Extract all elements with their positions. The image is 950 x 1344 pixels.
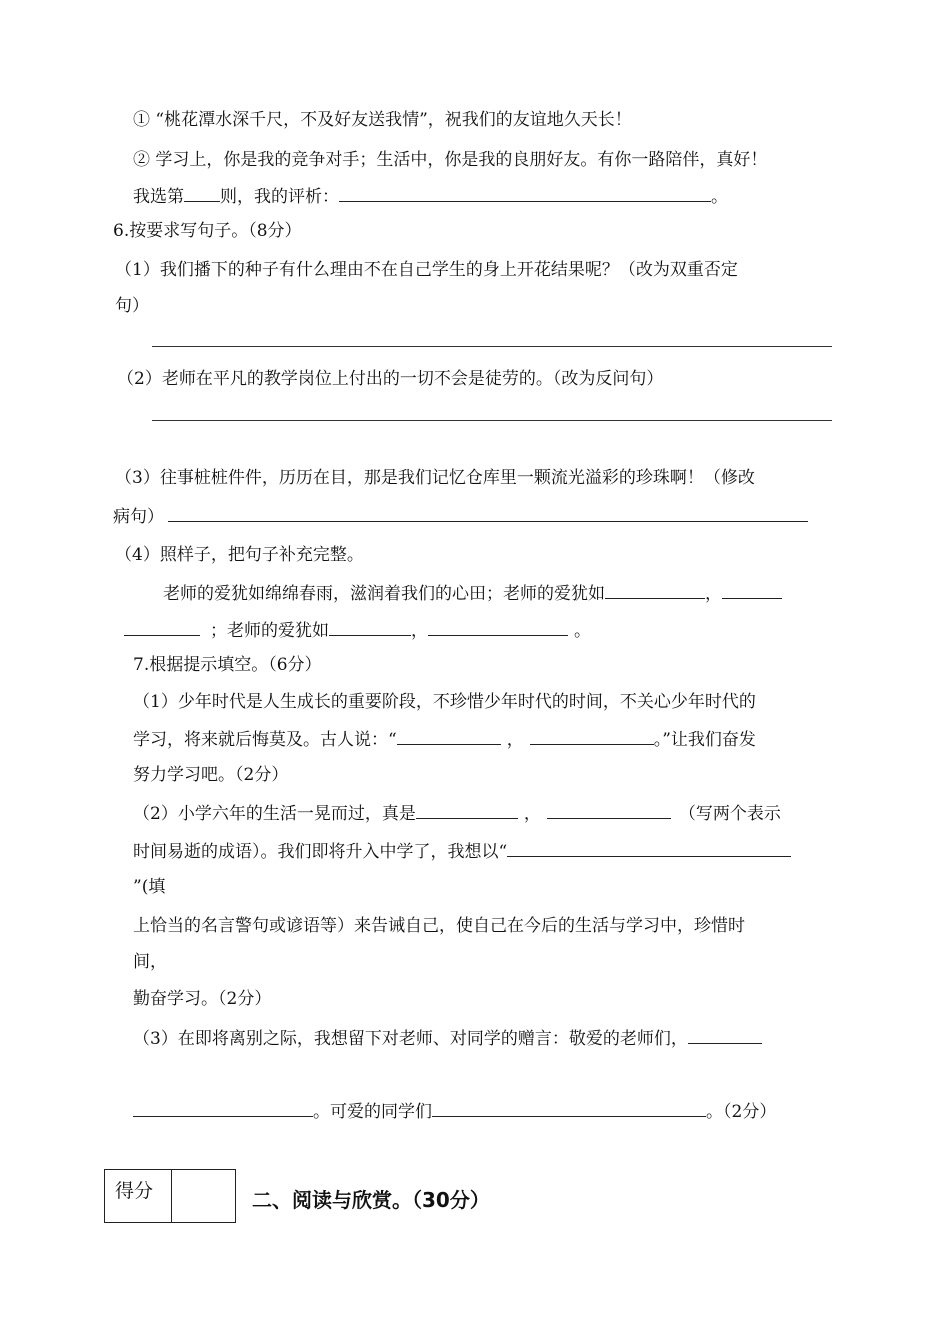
q6-s4-blank-1[interactable] [605, 582, 705, 599]
q6-s4-comma-2: ， [411, 621, 428, 641]
q6-s4-blank-4[interactable] [329, 619, 411, 636]
score-box [104, 1169, 236, 1223]
score-box-divider [171, 1170, 172, 1222]
q7-p1-line3: 努力学习吧。（2分） [133, 765, 289, 785]
q7-p2-line1 [133, 802, 781, 825]
q7-p2-line5: 间， [133, 952, 167, 972]
q7-p1-line1: （1）少年时代是人生成长的重要阶段，不珍惜少年时代的时间，不关心少年时代的 [133, 692, 756, 712]
q5-option-2: ② 学习上，你是我的竞争对手；生活中，你是我的良朋好友。有你一路陪伴，真好！ [133, 150, 768, 170]
q5-option-1: ① “桃花潭水深千尺，不及好友送我情”，祝我们的友谊地久天长！ [133, 110, 632, 130]
score-label: 得分 [115, 1180, 154, 1202]
q7-p2-line4: 上恰当的名言警句或谚语等）来告诫自己，使自己在今后的生活与学习中，珍惜时 [133, 916, 745, 936]
q6-s4: （4）照样子，把句子补充完整。 [115, 545, 364, 565]
q7-p3-line2 [133, 1100, 776, 1123]
q5-choose-mid: 则，我的评析： [220, 187, 339, 207]
q7-title: 7.根据提示填空。（6分） [133, 655, 322, 675]
q6-s4-comma: ， [705, 584, 722, 604]
q7-p1-blank-1[interactable] [397, 728, 501, 745]
q5-choice-blank[interactable] [184, 185, 220, 202]
q6-s4-semi: ；老师的爱犹如 [210, 621, 329, 641]
q7-p2-line3: ”(填 [133, 877, 166, 897]
q6-s1-line2: 句） [115, 296, 149, 316]
q7-p2-comma: ， [523, 804, 541, 824]
q7-p1-blank-2[interactable] [530, 728, 654, 745]
q5-choose-end: 。 [711, 187, 728, 207]
q7-p3-blank-2[interactable] [133, 1100, 313, 1117]
q5-choice-line [133, 185, 728, 208]
q6-s1-answer-line[interactable] [152, 346, 832, 347]
q7-p1-line2 [133, 728, 756, 751]
q6-s2: （2）老师在平凡的教学岗位上付出的一切不会是徒劳的。（改为反问句） [117, 369, 664, 389]
q7-p3-blank-3[interactable] [432, 1100, 706, 1117]
q6-s2-answer-line[interactable] [152, 420, 832, 421]
q7-p2-line6: 勤奋学习。（2分） [133, 989, 272, 1009]
q7-p3-blank-1[interactable] [688, 1027, 762, 1044]
q6-s4-example: 老师的爱犹如绵绵春雨，滋润着我们的心田；老师的爱犹如 [163, 584, 605, 604]
q6-s4-line2 [124, 619, 591, 642]
q7-p3-text-b: 。可爱的同学们 [313, 1102, 432, 1122]
q6-s4-blank-3[interactable] [124, 619, 200, 636]
q6-title: 6.按要求写句子。（8分） [113, 221, 302, 241]
q7-p2-line2 [133, 840, 791, 863]
q7-p2-blank-2[interactable] [547, 802, 671, 819]
q5-comment-blank[interactable] [339, 185, 711, 202]
q7-p1-text-a: 学习，将来就后悔莫及。古人说：“ [133, 730, 397, 750]
q6-s3-line2 [113, 505, 808, 528]
q7-p3-text-a: （3）在即将离别之际，我想留下对老师、对同学的赠言：敬爱的老师们， [133, 1029, 688, 1049]
q7-p2-blank-3[interactable] [507, 840, 791, 857]
q7-p2-blank-1[interactable] [416, 802, 518, 819]
q7-p3-line1 [133, 1027, 762, 1050]
q6-s3-line1: （3）往事桩桩件件，历历在目，那是我们记忆仓库里一颗流光溢彩的珍珠啊！（修改 [115, 468, 755, 488]
q6-s3-prefix: 病句） [113, 507, 164, 527]
q7-p2-text-b: （写两个表示 [678, 804, 781, 824]
q6-s4-blank-2[interactable] [722, 582, 782, 599]
q6-s4-example-line [163, 582, 782, 605]
q7-p2-text-a: （2）小学六年的生活一晃而过，真是 [133, 804, 416, 824]
q6-s4-end: 。 [574, 621, 591, 641]
q5-choose-prefix: 我选第 [133, 187, 184, 207]
q6-s4-blank-5[interactable] [428, 619, 568, 636]
q6-s3-answer-blank[interactable] [168, 505, 808, 522]
q7-p3-text-c: 。（2分） [706, 1102, 777, 1122]
q7-p1-text-b: 。”让我们奋发 [653, 730, 756, 750]
q7-p2-text-c: 时间易逝的成语）。我们即将升入中学了，我想以“ [133, 842, 508, 862]
section-2-title: 二、阅读与欣赏。（30分） [252, 1188, 490, 1212]
q7-p1-comma: ， [506, 730, 524, 750]
q6-s1-line1: （1）我们播下的种子有什么理由不在自己学生的身上开花结果呢？（改为双重否定 [115, 260, 738, 280]
